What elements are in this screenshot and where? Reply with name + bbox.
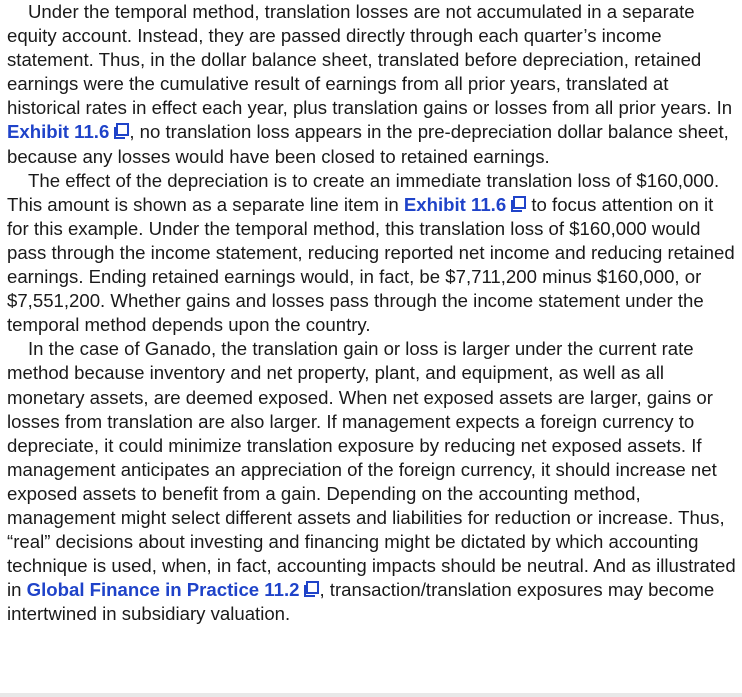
paragraph-text: Under the temporal method, translation losses are not accumulated in a separate equity account. Instead, they are passed directly through each quarter’s income statement. Thus, in the dollar balance sheet, translated before depreciation, retained earnings were the cumulative result of earnings from all prior years, translated at historical rates in effect each year, plus translation gains or losses from all prior years. In [7,1,733,119]
exhibit-11-6-link[interactable]: Exhibit 11.6 [403,193,507,215]
paragraph-depreciation-effect [7,169,737,338]
paragraph-text: , no translation loss appears in the pre-depreciation dollar balance sheet, because any losses would have been closed to retained earnings. [7,121,729,167]
exhibit-11-6-link[interactable]: Exhibit 11.6 [7,121,110,143]
paragraph-text: In the case of Ganado, the translation gain or loss is larger under the current rate method because inventory and net property, plant, and equipment, as well as all monetary assets, are deemed exposed. When net exposed assets are larger, gains or losses from translation are also larger. If management expects a foreign currency to depreciate, it could minimize translation exposure by reducing net exposed assets. If management anticipates an appreciation of the foreign currency, it should increase net exposed assets to benefit from a gain. Depending on the accounting method, management might select different assets and liabilities for reduction or increase. Thus, “real” decisions about investing and financing might be dictated by which accounting technique is used, when, in fact, accounting impacts should be neutral. And as illustrated in [7,338,736,601]
bottom-divider [0,693,742,697]
external-window-icon[interactable] [509,196,526,213]
document-body [7,0,737,626]
paragraph-text: , transaction/translation exposures may become intertwined in subsidiary valuation. [7,579,715,625]
global-finance-in-practice-link[interactable]: Global Finance in Practice 11.2 [26,579,300,601]
external-window-icon[interactable] [302,581,319,598]
paragraph-text: to focus attention on it for this example. Under the temporal method, this translation loss of $160,000 would pass through the income statement, reducing reported net income and reducing retained earnings. Ending retained earnings would, in fact, be $7,711,200 minus $160,000, or $7,551,200. Whether gains and losses pass through the income statement under the temporal method depends upon the country. [7,193,735,336]
paragraph-text: The effect of the depreciation is to create an immediate translation loss of $160,000. This amount is shown as a separate line item in [7,169,720,215]
paragraph-temporal-method [7,0,737,169]
external-window-icon[interactable] [112,123,129,140]
paragraph-ganado-case [7,337,737,626]
